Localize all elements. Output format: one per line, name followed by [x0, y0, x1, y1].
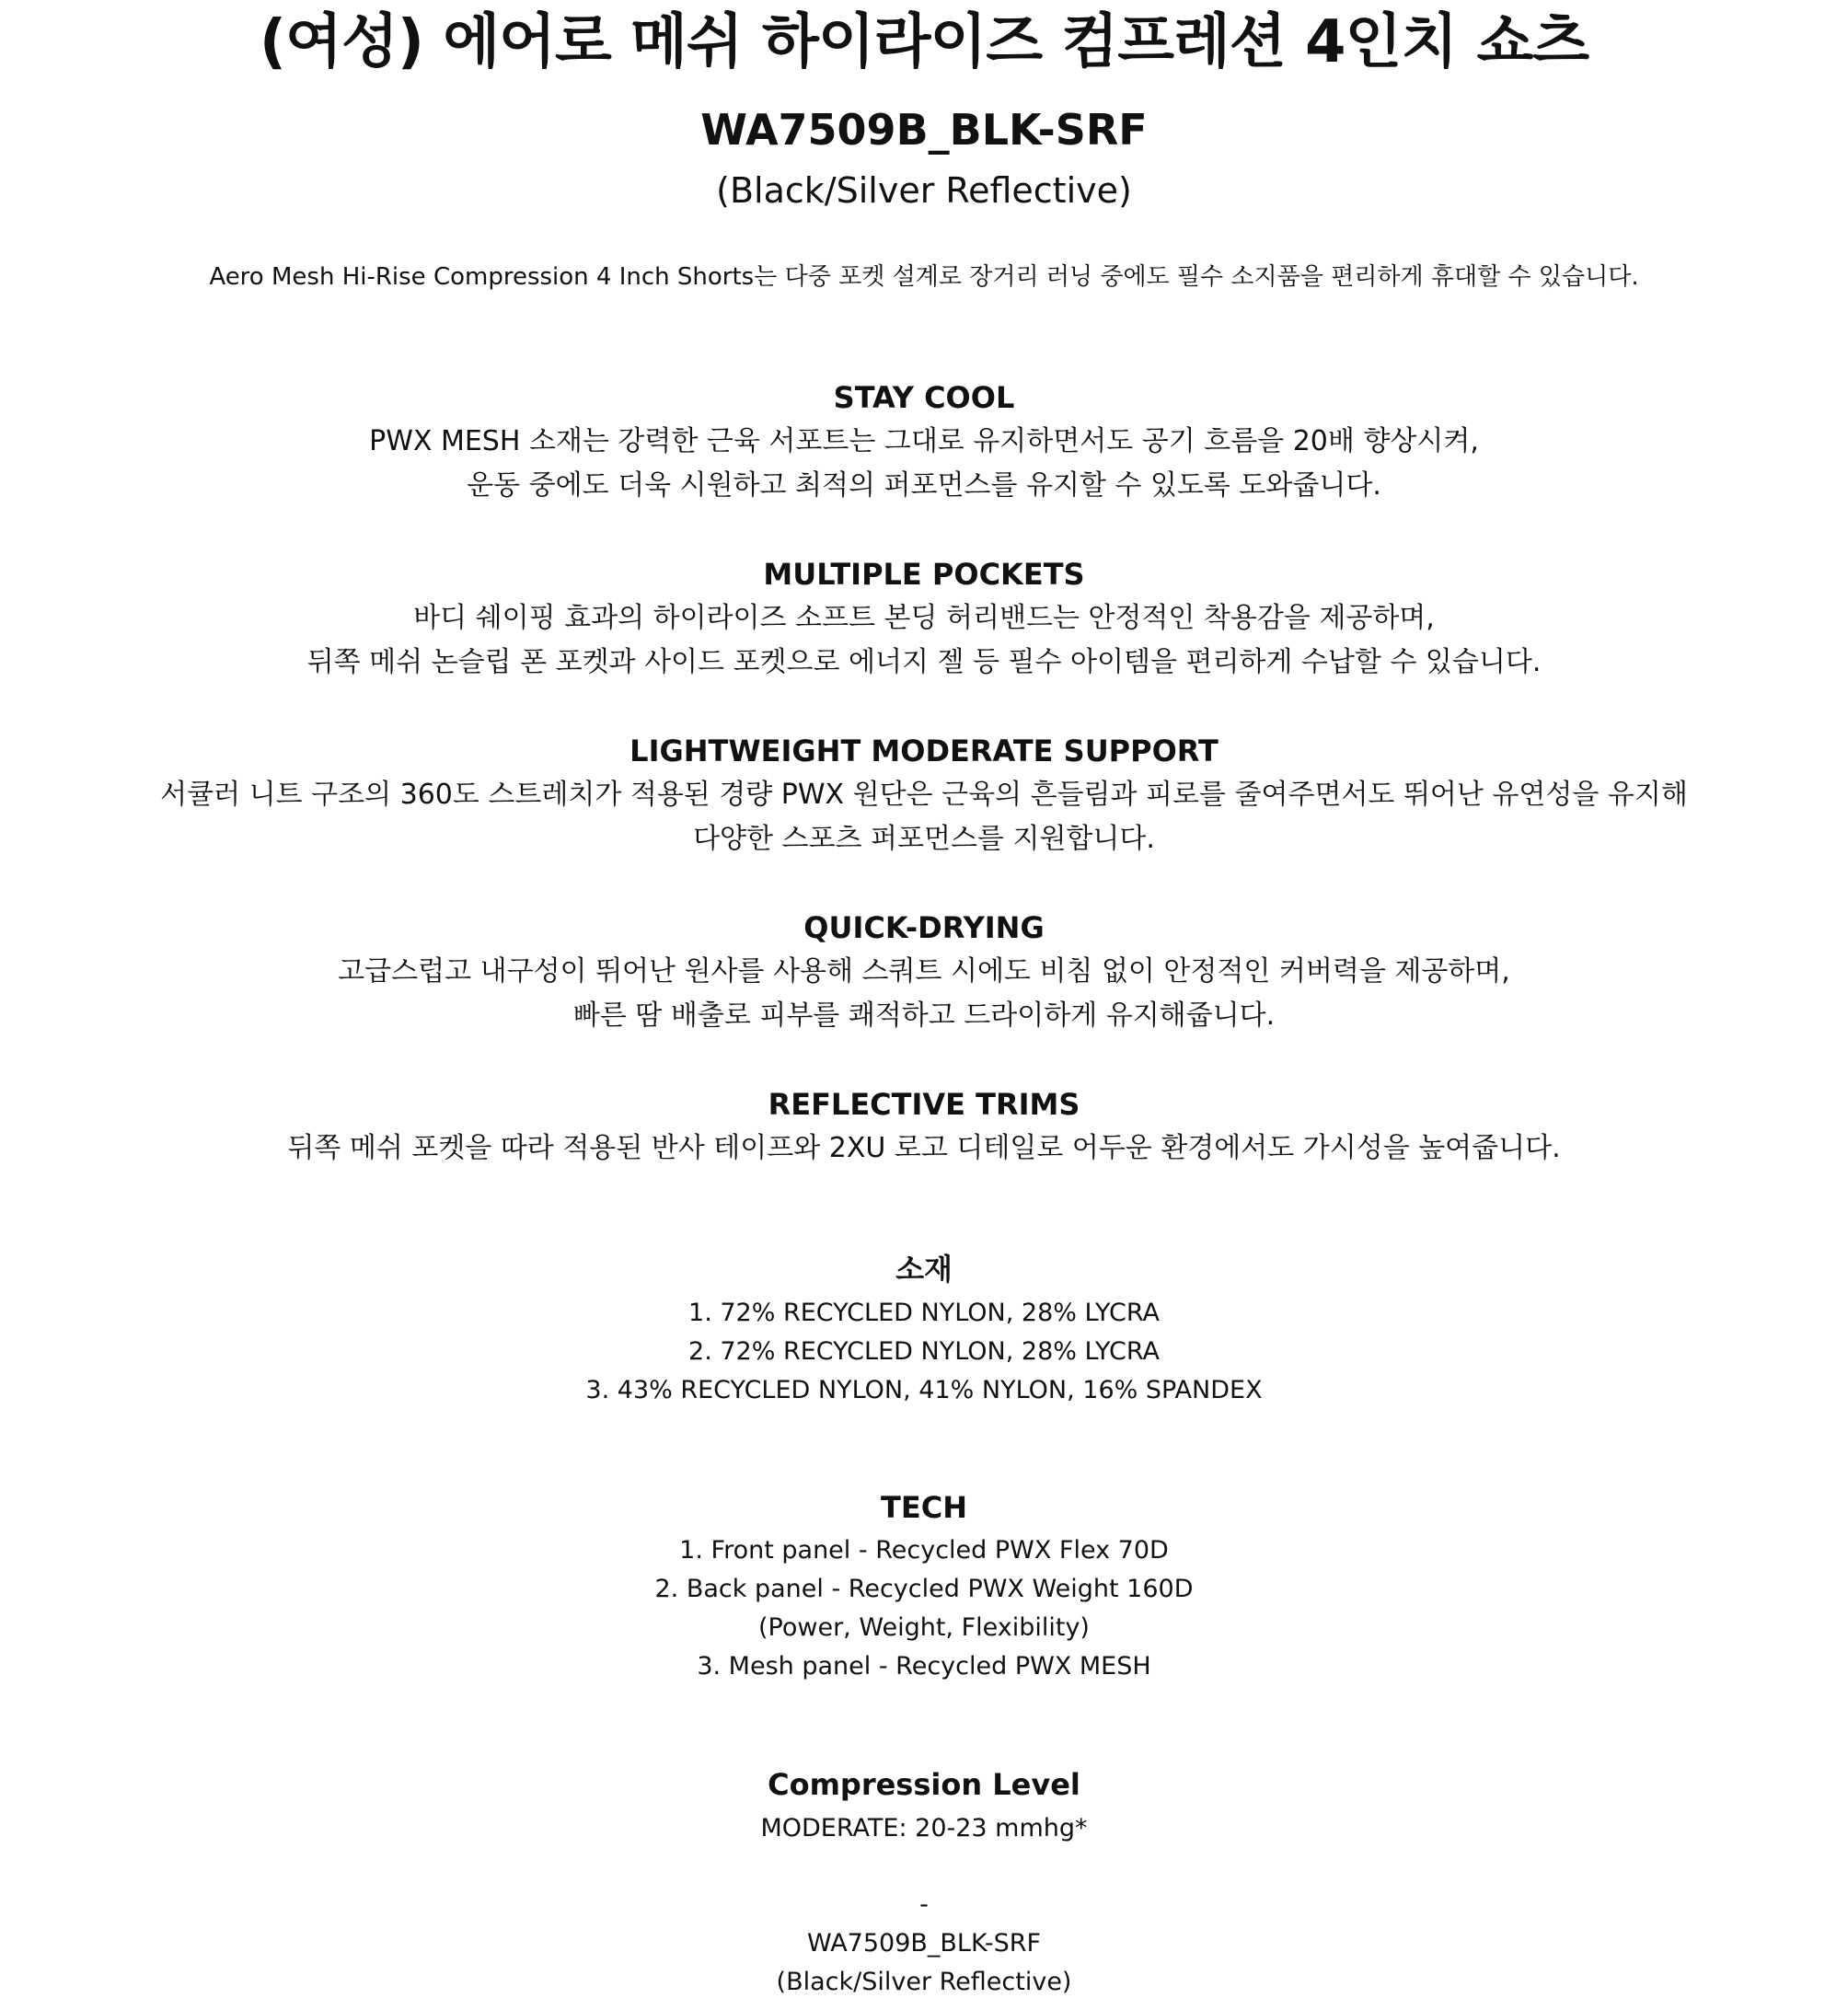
tech-item-2: 2. Back panel - Recycled PWX Weight 160D [654, 1575, 1194, 1603]
footer-separator: - [919, 1890, 929, 1919]
feature-text-quick-drying-line-1: 고급스럽고 내구성이 뛰어난 원사를 사용해 스쿼트 시에도 비침 없이 안정적인 커버력을 제공하며, [338, 955, 1510, 988]
material-item-2: 2. 72% RECYCLED NYLON, 28% LYCRA [688, 1337, 1160, 1366]
feature-text-lightweight-support-line-1: 서큘러 니트 구조의 360도 스트레치가 적용된 경량 PWX 원단은 근육의 흔들림과 피로를 줄여주면서도 뛰어난 유연성을 유지해 [160, 779, 1688, 811]
feature-text-stay-cool-line-1: PWX MESH 소재는 강력한 근육 서포트는 그대로 유지하면서도 공기 흐름을 20배 향상시켜, [369, 425, 1479, 457]
product-colorway: (Black/Silver Reflective) [716, 170, 1132, 211]
tech-item-2-note: (Power, Weight, Flexibility) [758, 1613, 1090, 1642]
feature-heading-multiple-pockets: MULTIPLE POCKETS [763, 557, 1085, 592]
compression-value: MODERATE: 20-23 mmhg* [760, 1814, 1088, 1842]
material-item-1: 1. 72% RECYCLED NYLON, 28% LYCRA [688, 1299, 1160, 1327]
product-intro: Aero Mesh Hi-Rise Compression 4 Inch Shorts는 다중 포켓 설계로 장거리 러닝 중에도 필수 소지품을 편리하게 휴대할 수 있습니다. [209, 263, 1639, 291]
feature-text-lightweight-support-line-2: 다양한 스포츠 퍼포먼스를 지원합니다. [693, 823, 1155, 855]
feature-heading-quick-drying: QUICK-DRYING [803, 910, 1045, 945]
feature-text-multiple-pockets-line-2: 뒤쪽 메쉬 논슬립 폰 포켓과 사이드 포켓으로 에너지 젤 등 필수 아이템을 편리하게 수납할 수 있습니다. [306, 646, 1542, 678]
material-heading: 소재 [895, 1252, 953, 1287]
page-title: (여성) 에어로 메쉬 하이라이즈 컴프레션 4인치 쇼츠 [259, 8, 1589, 76]
feature-text-stay-cool-line-2: 운동 중에도 더욱 시원하고 최적의 퍼포먼스를 유지할 수 있도록 도와줍니다. [467, 469, 1381, 502]
feature-text-quick-drying-line-2: 빠른 땀 배출로 피부를 쾌적하고 드라이하게 유지해줍니다. [572, 999, 1276, 1032]
compression-heading: Compression Level [768, 1767, 1080, 1802]
feature-heading-lightweight-support: LIGHTWEIGHT MODERATE SUPPORT [629, 734, 1219, 768]
feature-text-reflective-trims-line-1: 뒤쪽 메쉬 포켓을 따라 적용된 반사 테이프와 2XU 로고 디테일로 어두운 환경에서도 가시성을 높여줍니다. [287, 1132, 1561, 1164]
material-item-3: 3. 43% RECYCLED NYLON, 41% NYLON, 16% SPANDEX [585, 1376, 1263, 1404]
tech-item-3: 3. Mesh panel - Recycled PWX MESH [697, 1652, 1151, 1681]
product-sku: WA7509B_BLK-SRF [700, 105, 1148, 155]
feature-heading-stay-cool: STAY COOL [833, 380, 1015, 415]
footer-sku: WA7509B_BLK-SRF [806, 1929, 1042, 1958]
tech-item-1: 1. Front panel - Recycled PWX Flex 70D [679, 1536, 1169, 1565]
footer-colorway: (Black/Silver Reflective) [776, 1968, 1072, 1996]
tech-heading: TECH [881, 1490, 967, 1525]
feature-heading-reflective-trims: REFLECTIVE TRIMS [768, 1087, 1080, 1122]
feature-text-multiple-pockets-line-1: 바디 쉐이핑 효과의 하이라이즈 소프트 본딩 허리밴드는 안정적인 착용감을 제공하며, [413, 602, 1435, 634]
